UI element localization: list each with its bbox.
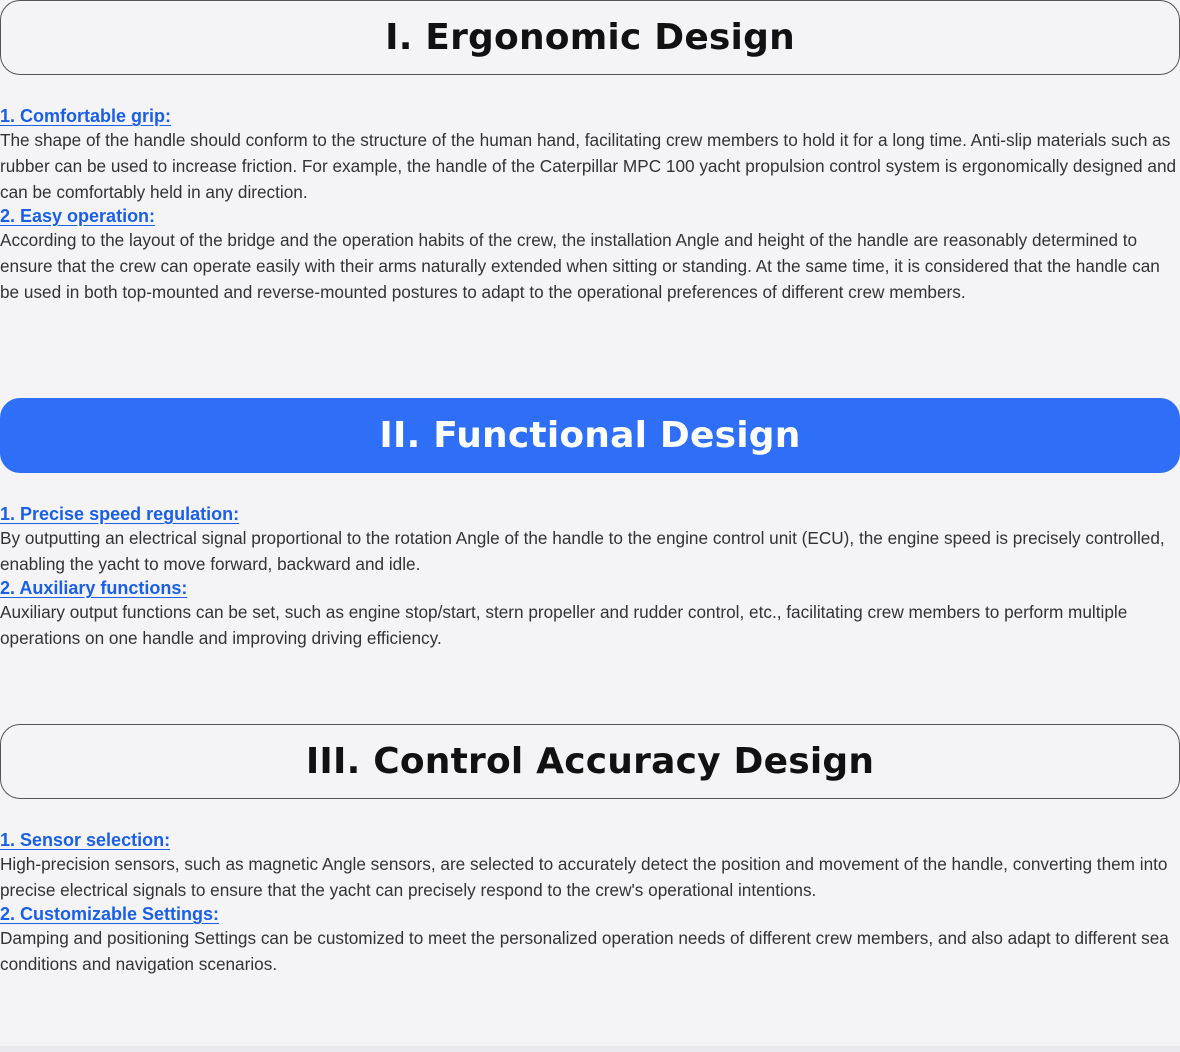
list-item	[0, 105, 1180, 205]
item-body: By outputting an electrical signal proportional to the rotation Angle of the handle to the engine control unit (ECU), the engine speed is precisely controlled, enabling the yacht to move forward, backward and idle.	[0, 528, 1165, 574]
item-title-link[interactable]: 1. Comfortable grip:	[0, 106, 172, 126]
list-item	[0, 577, 1180, 651]
section-items	[0, 829, 1180, 977]
item-body: The shape of the handle should conform to the structure of the human hand, facilitating crew members to hold it for a long time. Anti-slip materials such as rubber can be used to increase friction. For example, the handle of the Caterpillar MPC 100 yacht propulsion control system is ergonomically designed and can be comfortably held in any direction.	[0, 130, 1177, 202]
section-heading: III. Control Accuracy Design	[0, 724, 1180, 799]
section-heading: I. Ergonomic Design	[0, 0, 1180, 75]
item-body: Auxiliary output functions can be set, such as engine stop/start, stern propeller and rudder control, etc., facilitating crew members to perform multiple operations on one handle and improving driving efficiency.	[0, 602, 1128, 648]
list-item	[0, 205, 1180, 305]
item-body: High-precision sensors, such as magnetic Angle sensors, are selected to accurately detect the position and movement of the handle, converting them into precise electrical signals to ensure that the yacht can precisely respond to the crew's operational intentions.	[0, 854, 1168, 900]
bottom-divider	[0, 1046, 1180, 1052]
list-item	[0, 503, 1180, 577]
section-items	[0, 503, 1180, 651]
item-title-link[interactable]: 2. Easy operation:	[0, 206, 156, 226]
section-heading: II. Functional Design	[0, 398, 1180, 473]
section-control-accuracy-design	[0, 724, 1180, 977]
section-items	[0, 105, 1180, 305]
item-body: Damping and positioning Settings can be customized to meet the personalized operation needs of different crew members, and also adapt to different sea conditions and navigation scenarios.	[0, 928, 1169, 974]
list-item	[0, 829, 1180, 903]
item-title-link[interactable]: 2. Customizable Settings:	[0, 904, 220, 924]
item-title-link[interactable]: 2. Auxiliary functions:	[0, 578, 188, 598]
section-functional-design	[0, 398, 1180, 651]
section-ergonomic-design	[0, 0, 1180, 305]
item-body: According to the layout of the bridge and the operation habits of the crew, the installation Angle and height of the handle are reasonably determined to ensure that the crew can operate easily with their arms naturally extended when sitting or standing. At the same time, it is considered that the handle can be used in both top-mounted and reverse-mounted postures to adapt to the operational preferences of different crew members.	[0, 230, 1160, 302]
list-item	[0, 903, 1180, 977]
item-title-link[interactable]: 1. Sensor selection:	[0, 830, 171, 850]
item-title-link[interactable]: 1. Precise speed regulation:	[0, 504, 240, 524]
